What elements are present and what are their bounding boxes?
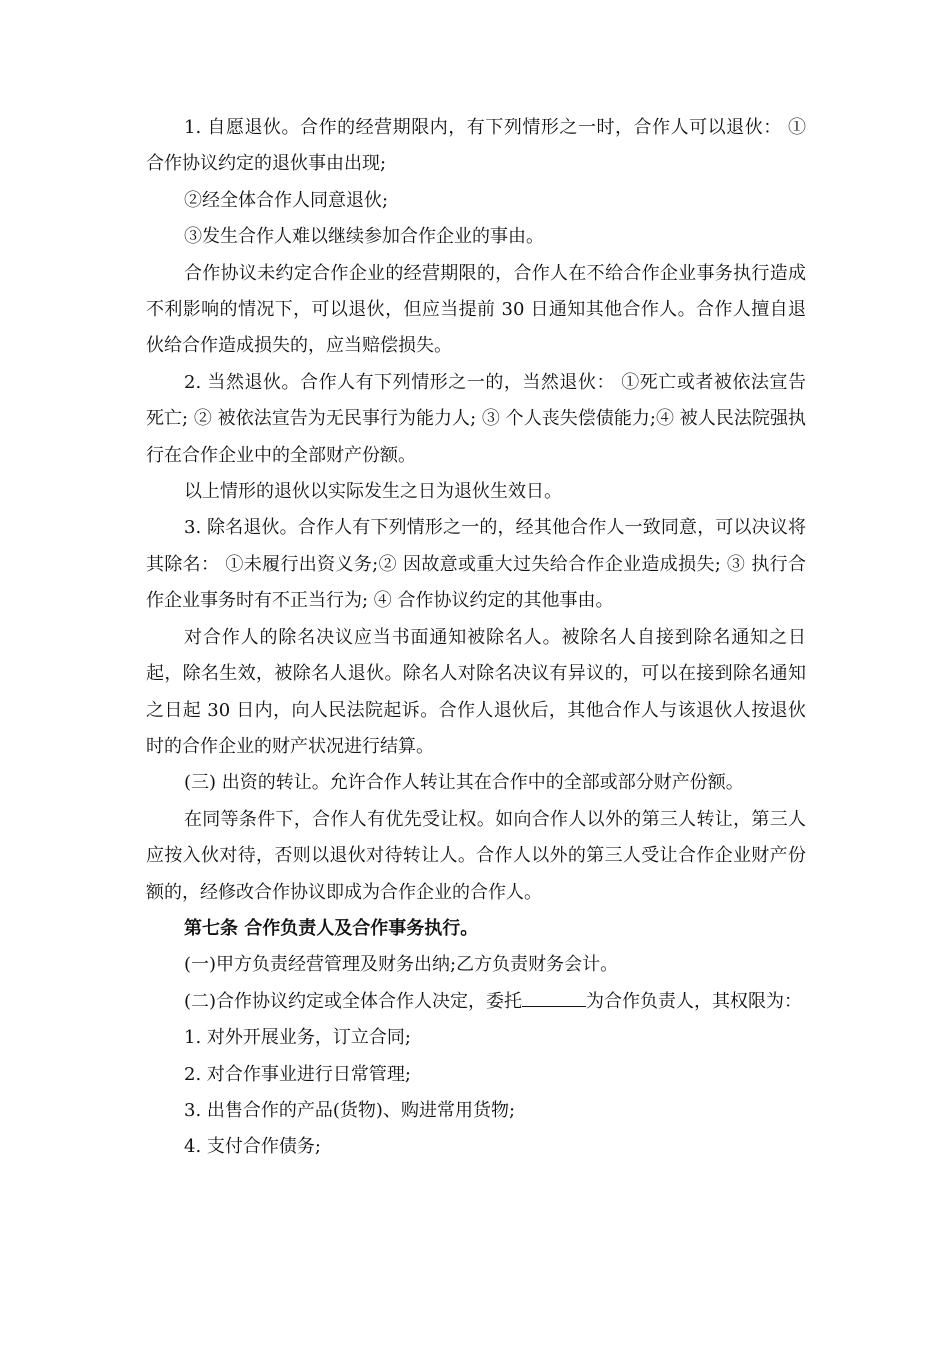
- power-item-2: 2. 对合作事业进行日常管理;: [184, 1063, 411, 1085]
- paragraph-effective-date: 以上情形的退伙以实际发生之日为退伙生效日。: [184, 481, 562, 503]
- paragraph-voluntary-withdrawal: 1. 自愿退伙。合作的经营期限内，有下列情形之一时，合作人可以退伙： ①合作协议约定的退伙事由出现;: [146, 117, 806, 175]
- paragraph-difficulty-withdrawal: ③发生合作人难以继续参加合作企业的事由。: [184, 226, 544, 248]
- power-item-4: 4. 支付合作债务;: [184, 1136, 321, 1158]
- paragraph-priority-right: 在同等条件下，合作人有优先受让权。如向合作人以外的第三人转让，第三人应按入伙对待，否则以退伙对待转让人。合作人以外的第三人受让合作企业财产份额的，经修改合作协议即成为合作企业的合作人。: [146, 808, 806, 903]
- paragraph-consent-withdrawal: ②经全体合作人同意退伙;: [184, 189, 389, 211]
- paragraph-capital-transfer: (三) 出资的转让。允许合作人转让其在合作中的全部或部分财产份额。: [184, 772, 744, 794]
- delegation-text-after: 为合作负责人，其权限为：: [586, 990, 803, 1012]
- power-item-1: 1. 对外开展业务，订立合同;: [184, 1027, 411, 1049]
- fill-in-blank[interactable]: [522, 986, 586, 1007]
- document-body: [146, 110, 806, 1166]
- article-7-heading: 第七条 合作负责人及合作事务执行。: [184, 917, 479, 939]
- paragraph-expulsion-withdrawal: 3. 除名退伙。合作人有下列情形之一的，经其他合作人一致同意，可以决议将其除名： ①未履行出资义务;② 因故意或重大过失给合作企业造成损失; ③ 执行合作企业事务时有不正当行为; ④ 合作协议约定的其他事由。: [146, 517, 806, 612]
- paragraph-management-division: (一)甲方负责经营管理及财务出纳;乙方负责财务会计。: [184, 954, 619, 976]
- paragraph-delegation: [146, 984, 806, 1020]
- power-item-3: 3. 出售合作的产品(货物)、购进常用货物;: [184, 1099, 516, 1121]
- delegation-text-before: (二)合作协议约定或全体合作人决定，委托: [184, 990, 523, 1012]
- paragraph-no-term-withdrawal: 合作协议未约定合作企业的经营期限的，合作人在不给合作企业事务执行造成不利影响的情况下，可以退伙，但应当提前 30 日通知其他合作人。合作人擅自退伙给合作造成损失的，应当赔偿损失。: [146, 262, 806, 357]
- paragraph-natural-withdrawal: 2. 当然退伙。合作人有下列情形之一的，当然退伙： ①死亡或者被依法宣告死亡; ② 被依法宣告为无民事行为能力人; ③ 个人丧失偿债能力;④ 被人民法院强执行在合作企业中的全部财产份额。: [146, 371, 806, 466]
- paragraph-expulsion-notice: 对合作人的除名决议应当书面通知被除名人。被除名人自接到除名通知之日起，除名生效，被除名人退伙。除名人对除名决议有异议的，可以在接到除名通知之日起 30 日内，向人民法院起诉。合作人退伙后，其他合作人与该退伙人按退伙时的合作企业的财产状况进行结算。: [146, 626, 806, 757]
